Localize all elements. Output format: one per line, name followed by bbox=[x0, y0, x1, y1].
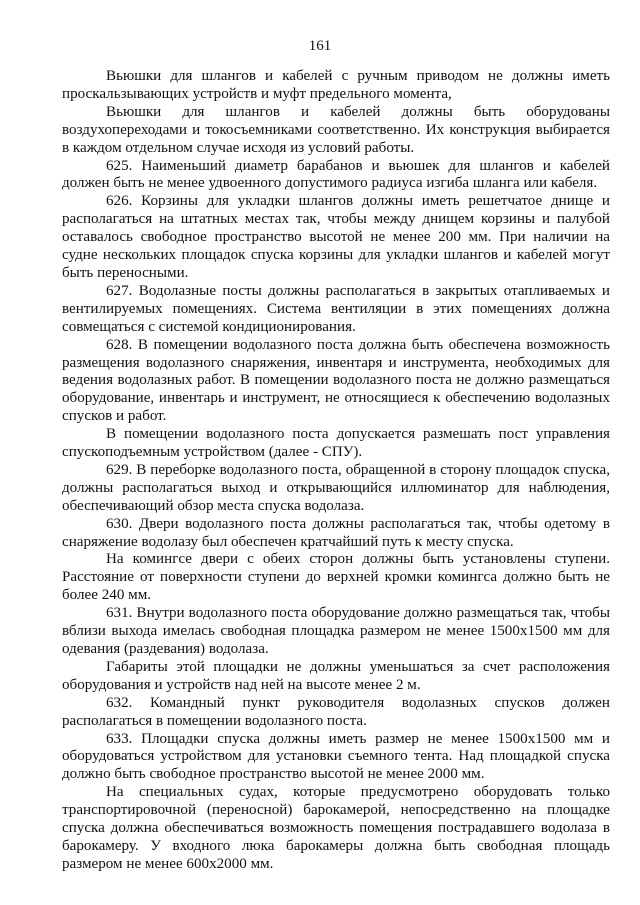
paragraph-626: 626. Корзины для укладки шлангов должны иметь решетчатое днище и располагаться на штатных местах так, чтобы между днищем корзины и палубой оставалось свободное пространство высотой не менее 200 мм. При наличии на судне нескольких площадок спуска корзины для укладки шлангов и кабелей могут быть переносными. bbox=[62, 193, 610, 281]
paragraph-hose-reels-equipment: Вьюшки для шлангов и кабелей должны быть оборудованы воздухопереходами и токосъемниками соответственно. Их конструкция выбирается в каждом отдельном случае исходя из условий работы. bbox=[62, 103, 610, 156]
paragraph-631-dimensions: Габариты этой площадки не должны уменьшаться за счет расположения оборудования и устройств над ней на высоте менее 2 м. bbox=[62, 658, 610, 693]
paragraph-628: 628. В помещении водолазного поста должна быть обеспечена возможность размещения водолазного снаряжения, инвентаря и инструмента, необходимых для ведения водолазных работ. В помещении водолазного поста не должно размещаться оборудование, инвентарь и инструмент, не относящиеся к обеспечению водолазных спусков и работ. bbox=[62, 336, 610, 425]
paragraph-625: 625. Наименьший диаметр барабанов и вьюшек для шлангов и кабелей должен быть не менее удвоенного допустимого радиуса изгиба шланга или кабеля. bbox=[62, 157, 610, 192]
paragraph-627: 627. Водолазные посты должны располагаться в закрытых отапливаемых и вентилируемых помещениях. Система вентиляции в этих помещениях должна совмещаться с системой кондиционирования. bbox=[62, 282, 610, 335]
paragraph-630-coaming: На комингсе двери с обеих сторон должны быть установлены ступени. Расстояние от поверхности ступени до верхней кромки комингса должно быть не более 240 мм. bbox=[62, 551, 610, 604]
paragraph-633-barochamber: На специальных судах, которые предусмотрено оборудовать только транспортировочной (переносной) барокамерой, непосредственно на площадке спуска должна обеспечиваться возможность помещения пострадавшего водолаза в барокамеру. У входного люка барокамеры должна быть свободная площадь размером не менее 600x2000 мм. bbox=[62, 784, 610, 872]
paragraph-hose-reels-manual: Вьюшки для шлангов и кабелей с ручным приводом не должны иметь проскальзывающих устройств и муфт предельного момента, bbox=[62, 68, 610, 102]
page-number: 161 bbox=[308, 38, 332, 54]
paragraph-632: 632. Командный пункт руководителя водолазных спусков должен располагаться в помещении водолазного поста. bbox=[62, 694, 610, 729]
paragraph-629: 629. В переборке водолазного поста, обращенной в сторону площадок спуска, должны располагаться выход и открывающийся иллюминатор для наблюдения, обеспечивающий обзор места спуска водолаза. bbox=[62, 461, 610, 514]
paragraph-630: 630. Двери водолазного поста должны располагаться так, чтобы одетому в снаряжение водолазу был обеспечен кратчайший путь к месту спуска. bbox=[62, 515, 610, 550]
paragraph-631: 631. Внутри водолазного поста оборудование должно размещаться так, чтобы вблизи выхода имелась свободная площадка размером не менее 1500x1500 мм для одевания (раздевания) водолаза. bbox=[62, 605, 610, 657]
document-body bbox=[62, 68, 610, 874]
paragraph-628-spu: В помещении водолазного поста допускается размешать пост управления спускоподъемным устройством (далее - СПУ). bbox=[62, 426, 610, 461]
paragraph-633: 633. Площадки спуска должны иметь размер не менее 1500x1500 мм и оборудоваться устройством для установки съемного тента. Над площадкой спуска должно быть свободное пространство высотой не менее 2000 мм. bbox=[62, 730, 610, 783]
